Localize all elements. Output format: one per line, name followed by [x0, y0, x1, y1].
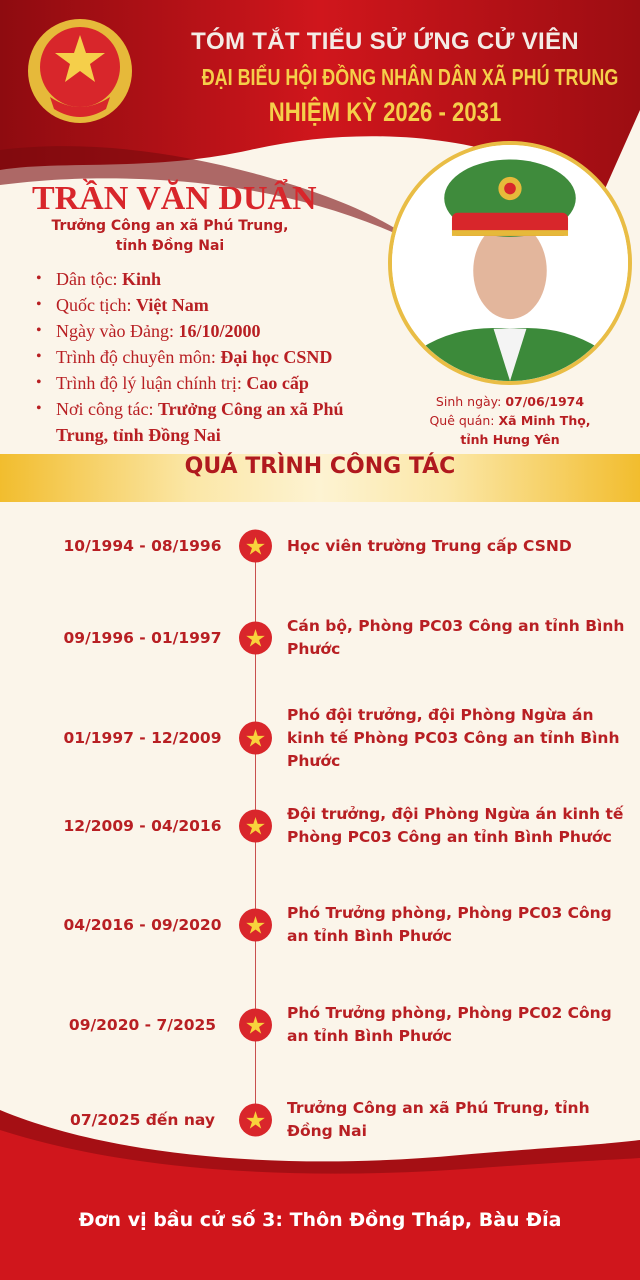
timeline-date: 01/1997 - 12/2009 [63, 729, 222, 747]
candidate-info-list [36, 266, 386, 448]
role-line1: Trưởng Công an xã Phú Trung, [51, 218, 289, 234]
header-title-term: NHIỆM KỲ 2026 - 2031 [268, 97, 502, 127]
header-title-line2: ĐẠI BIỂU HỘI ĐỒNG NHÂN DÂN XÃ PHÚ TRUNG [201, 64, 619, 90]
hometown-label: Quê quán: [429, 413, 499, 428]
star-icon: ★ [239, 622, 272, 655]
timeline-description: Phó đội trưởng, đội Phòng Ngừa án kinh tế Phòng PC03 Công an tỉnh Bình Phước [287, 705, 620, 770]
timeline-date: 12/2009 - 04/2016 [63, 817, 222, 835]
star-icon: ★ [239, 1009, 272, 1042]
info-party-date: • Ngày vào Đảng: 16/10/2000 [36, 318, 386, 344]
info-nationality: • Quốc tịch: Việt Nam [36, 292, 386, 318]
timeline-description: Học viên trường Trung cấp CSND [287, 536, 572, 555]
birth-label: Sinh ngày: [435, 394, 506, 409]
info-ethnicity: • Dân tộc: Kinh [36, 266, 386, 292]
timeline-date: 09/2020 - 7/2025 [68, 1016, 217, 1034]
candidate-photo [388, 141, 632, 385]
candidate-name: TRẦN VĂN DUẨN [32, 180, 317, 217]
birth-info [400, 392, 620, 449]
timeline-description: Phó Trưởng phòng, Phòng PC03 Công an tỉnh Bình Phước [287, 904, 612, 945]
hometown-value: Xã Minh Thọ, [498, 413, 591, 428]
timeline-description: Đội trưởng, đội Phòng Ngừa án kinh tế Phòng PC03 Công an tỉnh Bình Phước [287, 805, 624, 846]
star-icon: ★ [239, 810, 272, 843]
role-line2: tỉnh Đồng Nai [115, 238, 225, 254]
section-header-band [0, 454, 640, 502]
star-icon: ★ [239, 1104, 272, 1137]
star-icon: ★ [239, 530, 272, 563]
info-education: • Trình độ chuyên môn: Đại học CSND [36, 344, 386, 370]
birth-date: 07/06/1974 [505, 394, 585, 409]
footer-banner [0, 1100, 640, 1280]
national-emblem-icon [26, 17, 134, 129]
timeline-description: Phó Trưởng phòng, Phòng PC02 Công an tỉnh Bình Phước [287, 1004, 612, 1045]
timeline-date: 09/1996 - 01/1997 [63, 629, 222, 647]
timeline-date: 10/1994 - 08/1996 [63, 537, 222, 555]
timeline-description: Cán bộ, Phòng PC03 Công an tỉnh Bình Phước [287, 617, 625, 658]
header-title-line1: TÓM TẮT TIỂU SỬ ỨNG CỬ VIÊN [191, 28, 579, 55]
timeline-date: 07/2025 đến nay [70, 1111, 215, 1129]
info-political-level: • Trình độ lý luận chính trị: Cao cấp [36, 370, 386, 396]
section-title: QUÁ TRÌNH CÔNG TÁC [184, 454, 456, 479]
timeline-description: Trưởng Công an xã Phú Trung, tỉnh Đồng Nai [287, 1099, 590, 1140]
candidate-role [20, 216, 320, 256]
star-icon: ★ [239, 722, 272, 755]
timeline-date: 04/2016 - 09/2020 [63, 916, 222, 934]
hometown-province: tỉnh Hưng Yên [460, 432, 560, 447]
info-workplace: • Nơi công tác: Trưởng Công an xã Phú Trung, tỉnh Đồng Nai [36, 396, 386, 448]
footer-text: Đơn vị bầu cử số 3: Thôn Đồng Tháp, Bàu Đỉa [78, 1209, 562, 1231]
star-icon: ★ [239, 909, 272, 942]
